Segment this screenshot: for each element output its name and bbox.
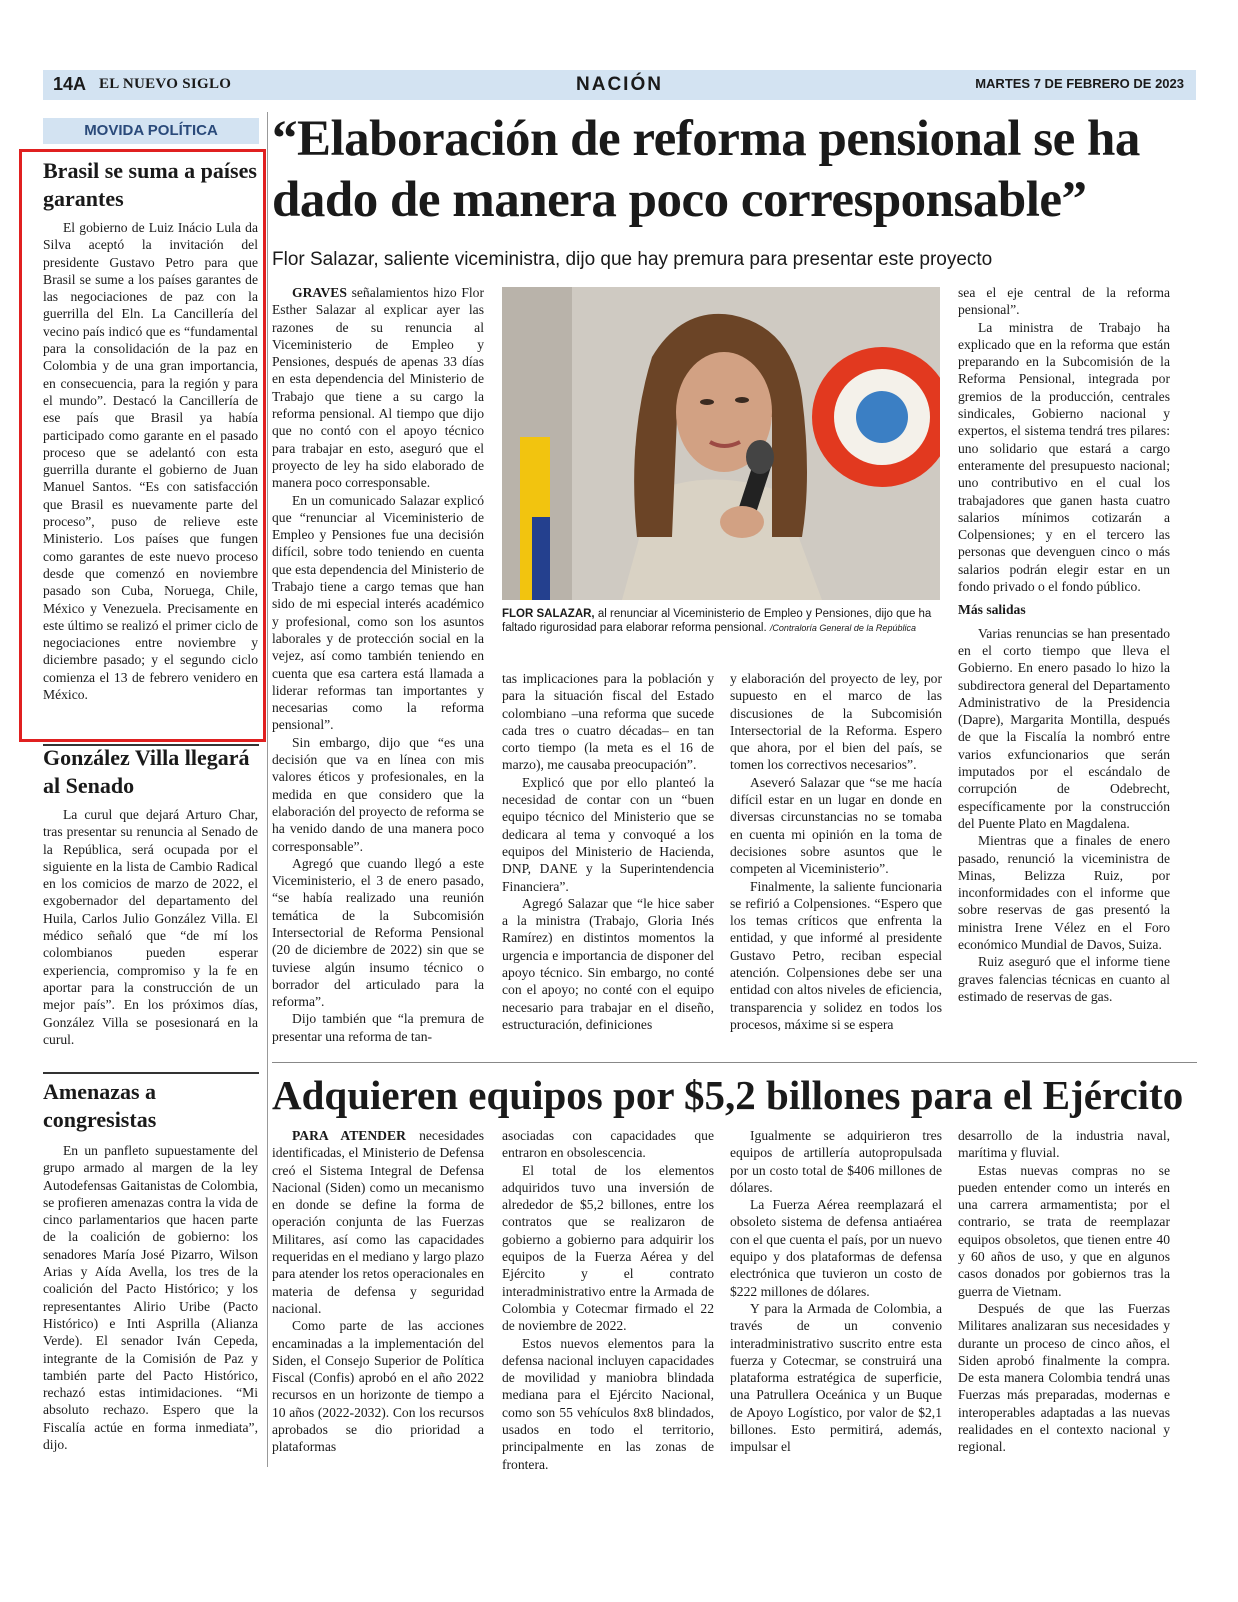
- paragraph: Explicó que por ello planteó la necesidad de contar con un “buen equipo técnico del Ministerio que se dedicara al tema y convoqué a los equipos del Ministerio de Hacienda, DNP, DANE y la Superintendencia Financiera”.: [502, 774, 714, 894]
- photo-illustration: [502, 287, 940, 600]
- paragraph: Estas nuevas compras no se pueden entender como un interés en una carrera armamentista; por el contrario, se trata de reemplazar equipos obsoletos, que tienen entre 40 y 60 años de uso, y que en algunos casos donados por gobiernos tras la guerra de Vietnam.: [958, 1162, 1170, 1299]
- main-column-1: [272, 284, 484, 1045]
- subheading: Más salidas: [958, 602, 1026, 618]
- paragraph: GRAVES señalamientos hizo Flor Esther Salazar al explicar ayer las razones de su renuncia al Viceministerio de Empleo y Pensiones, después de apenas 33 días en esta dependencia del Ministerio de Trabajo que tiene a su cargo la reforma pensional. Al tiempo que dijo que no contó con el apoyo técnico para trabajar en esto, aseguró que el proyecto de ley ha sido elaborado de manera poco corresponsable.: [272, 285, 484, 491]
- paragraph: tas implicaciones para la población y para la situación fiscal del Estado colombiano –una reforma que sucede cada tres o cuatro décadas– en tan corto tiempo (la meta es el 16 de marzo), me causaba preocupación”.: [502, 671, 714, 773]
- paragraph: Varias renuncias se han presentado en el corto tiempo que lleva el Gobierno. En enero pasado lo hizo la subdirectora general del Departamento Administrativo de la Presidencia (Dapre), Margarita Montilla, después de que la Fiscalía la nombró entre varios exfuncionarios que serán imputados por el escándalo de corrupción de Odebrecht, específicamente por la construcción del Puente Plato en Magdalena.: [958, 625, 1170, 831]
- main-column-2: [502, 670, 714, 1033]
- paragraph: Igualmente se adquirieron tres equipos de artillería autopropulsada por un costo total de $406 millones de dólares.: [730, 1128, 942, 1195]
- paragraph: La Fuerza Aérea reemplazará el obsoleto sistema de defensa antiaérea con el que cuenta el país, por un nuevo equipo y dos plataformas de defensa electrónica que tuvieron un costo de $222 millones de dólares.: [730, 1197, 942, 1299]
- paragraph: Ruiz aseguró que el informe tiene graves falencias técnicas en cuanto al estimado de reservas de gas.: [958, 954, 1170, 1004]
- second-headline: Adquieren equipos por $5,2 billones para el Ejército: [272, 1072, 1184, 1118]
- paragraph: Dijo también que “la premura de presentar una reforma de tan-: [272, 1011, 484, 1044]
- second-column-3: [730, 1127, 942, 1456]
- section-name: NACIÓN: [576, 74, 663, 95]
- main-column-3: [730, 670, 942, 1033]
- paragraph: La ministra de Trabajo ha explicado que en la reforma que están preparando en la Subcomisión de la Reforma Pensional, integrada por gremios de la producción, centrales sindicales, Gobierno nacional y expertos, el sistema tendrá tres pilares: uno solidario que estará a cargo enteramente del presupuesto nacional; uno contributivo en el cual los trabajadores que ganen hasta cuatro salarios mínimos cotizarán a Colpensiones; y en el tercero las personas que devenguen cinco o más salarios podrán elegir estar en un fondo privado o el fondo público.: [958, 319, 1170, 595]
- sidebar-article-body: [43, 1142, 258, 1453]
- paragraph: asociadas con capacidades que entraron en obsolescencia.: [502, 1128, 714, 1161]
- sidebar-article-body: [43, 806, 258, 1048]
- paragraph: y elaboración del proyecto de ley, por supuesto en el marco de las discusiones de la Subcomisión Intersectorial de la Reforma. Espero que ahora, por el bien del país, se tomen los correctivos necesarios”.: [730, 671, 942, 773]
- second-column-1: [272, 1127, 484, 1456]
- main-column-4: [958, 284, 1170, 1005]
- run-in-lead: PARA ATENDER: [292, 1128, 406, 1143]
- sidebar-article-body: [43, 219, 258, 703]
- newspaper-name: EL NUEVO SIGLO: [99, 76, 232, 92]
- paragraph: Y para la Armada de Colombia, a través de un convenio interadministrativo suscrito entre esta fuerza y Cotecmar, se construirá una plataforma estratégica de superficie, una Patrullera Oceánica y un Buque de Apoyo Logístico, por valor de $2,1 billones. Esto permitirá, además, impulsar el: [730, 1300, 942, 1455]
- sidebar-article-title: Brasil se suma a países garantes: [43, 158, 257, 211]
- paragraph: El gobierno de Luiz Inácio Lula da Silva aceptó la invitación del presidente Gustavo Petro para que Brasil se sume a los países garantes de las negociaciones de paz con la guerrilla del Eln. La Cancillería del vecino país indicó que es “fundamental para la consolidación de la paz en Colombia y de una gran importancia, en consecuencia, para la región y para el mundo”. Destacó la Cancillería de ese país que Brasil ya había participado como garante en el pasado proceso que se adelantó con esta guerrilla durante el gobierno de Juan Manuel Santos. “Es con satisfacción que Brasil es nuevamente parte del proceso”, puso de relieve este Ministerio. Los países que fungen como garantes de este nuevo proceso desde que comenzó en noviembre pasado son Cuba, Noruega, Chile, México y Venezuela. Precisamente en este último se realizó el primer ciclo de negociaciones entre noviembre y diciembre pasado; y el segundo ciclo comienza el 13 de febrero venidero en México.: [43, 220, 258, 703]
- paragraph: Mientras que a finales de enero pasado, renunció la viceministra de Minas, Belizza Ruiz, por inconformidades con el informe que sobre reservas de gas presentó la ministra Irene Vélez en el Foro económico Mundial de Davos, Suiza.: [958, 833, 1170, 952]
- divider: [43, 1072, 259, 1074]
- run-in-lead: GRAVES: [292, 285, 347, 300]
- page-number: 14A: [53, 74, 87, 94]
- paragraph: La curul que dejará Arturo Char, tras presentar su renuncia al Senado de la República, será ocupada por el siguiente en la lista de Cambio Radical en los comicios de marzo de 2022, el exgobernador del departamento del Huila, Carlos Julio González Villa. El médico señaló que “de mí los colombianos pueden esperar experiencia, compromiso y la fe en aportar para la construcción de un mejor país”. En los próximos días, González Villa se posesionará en la curul.: [43, 807, 258, 1047]
- paragraph: Agregó Salazar que “le hice saber a la ministra (Trabajo, Gloria Inés Ramírez) en distintos momentos la urgencia e importancia de disponer del apoyo técnico. Sin embargo, no conté con el apoyo; no conté con el equipo necesario para trabajar en el diseño, estructuración, definiciones: [502, 895, 714, 1032]
- paragraph: En un comunicado Salazar explicó que “renunciar al Viceministerio de Empleo y Pensiones fue una decisión difícil, sobre todo teniendo en cuenta que esta dependencia del Ministerio de Trabajo tiene a cargo temas que han sido de mi especial interés académico y profesional, como son los asuntos laborales y de protección social en la vejez, así como también teniendo en cuenta que esa cartera está llamada a liderar reformas tan importantes y necesarias como la reforma pensional”.: [272, 492, 484, 733]
- paragraph: Sin embargo, dijo que “es una decisión que va en línea con mis valores éticos y profesionales, en la medida en que considero que la elaboración del proyecto de reforma se ha venido dando de una manera poco corresponsable”.: [272, 734, 484, 854]
- paragraph: Después de que las Fuerzas Militares analizaran sus necesidades y durante un proceso de cinco años, el Siden aprobó finalmente la compra. De esta manera Colombia tendrá unas Fuerzas más preparadas, modernas e interoperables adaptadas a las nuevas realidades en el contexto nacional y regional.: [958, 1300, 1170, 1455]
- photo-caption: FLOR SALAZAR, al renunciar al Viceministerio de Empleo y Pensiones, dijo que ha faltado rigurosidad para elaborar reforma pensional. /Contraloría General de la República: [502, 608, 932, 634]
- paragraph: Aseveró Salazar que “se me hacía difícil estar en un lugar en donde en diversas circunstancias no se tomaba en cuenta mi opinión en la toma de decisiones sobre asuntos que le competen al Viceministerio”.: [730, 774, 942, 877]
- article-photo: [502, 287, 940, 600]
- page-header: [43, 70, 1196, 100]
- column-divider: [267, 112, 268, 1467]
- photo-credit: /Contraloría General de la República: [769, 623, 916, 633]
- paragraph: En un panfleto supuestamente del grupo armado al margen de la ley Autodefensas Gaitanistas de Colombia, se profieren amenazas contra la vida de cinco parlamentarios que hacen parte de la coalición de gobierno: los senadores María José Pizarro, Wilson Arias y Aída Avella, los tres de la coalición del Pacto Histórico; y los representantes Alirio Uribe (Pacto Histórico) e Inti Asprilla (Alianza Verde). El senador Iván Cepeda, integrante de la Comisión de Paz y también parte del Pacto Histórico, rechazó estas intimidaciones. “Mi absoluto rechazo. Espero que la Fiscalía actúe en forma inmediata”, dijo.: [43, 1143, 258, 1453]
- paragraph: sea el eje central de la reforma pensional”.: [958, 285, 1170, 318]
- main-deck: Flor Salazar, saliente viceministra, dijo que hay premura para presentar este proyecto: [272, 249, 993, 270]
- paragraph: PARA ATENDER necesidades identificadas, el Ministerio de Defensa creó el Sistema Integral de Defensa Nacional (Siden) como un mecanismo en donde se define la forma de operación conjunta de las Fuerzas Militares, así como las capacidades requeridas en el mediano y largo plazo para atender los retos operacionales en materia de defensa y seguridad nacional.: [272, 1128, 484, 1316]
- second-column-2: [502, 1127, 714, 1473]
- main-headline: “Elaboración de reforma pensional se ha dado de manera poco corresponsable”: [272, 111, 1140, 228]
- second-column-4: [958, 1127, 1170, 1456]
- paragraph: Como parte de las acciones encaminadas a la implementación del Siden, el Consejo Superior de Política Fiscal (Confis) aprobó en el año 2022 recursos en un horizonte de tiempo a 10 años (2022-2032). Con los recursos aprobados se dio prioridad a plataformas: [272, 1318, 484, 1455]
- sidebar-tag: MOVIDA POLÍTICA: [43, 118, 259, 144]
- story-divider: [272, 1062, 1197, 1063]
- paragraph: Agregó que cuando llegó a este Viceministerio, el 3 de enero pasado, “se había realizado una reunión temática de la Subcomisión Intersectorial de Reforma Pensional (20 de diciembre de 2022) sin que se tuviese algún insumo técnico o borrador del articulado para la reforma”.: [272, 855, 484, 1010]
- paragraph: Finalmente, la saliente funcionaria se refirió a Colpensiones. “Espero que los temas críticos que enfrenta la entidad, y que informé al presidente Gustavo Petro, reciban especial atención. Colpensiones debe ser una entidad con altos niveles de eficiencia, transparencia y solidez en todos los procesos, máxime si se espera: [730, 878, 942, 1032]
- sidebar-article-title: Amenazas a congresistas: [43, 1079, 157, 1132]
- paragraph: Estos nuevos elementos para la defensa nacional incluyen capacidades de movilidad y maniobra blindada mediana para el Ejército Nacional, como son 55 vehículos 8x8 blindados, usados en todo el territorio, principalmente en las zonas de frontera.: [502, 1335, 714, 1472]
- paragraph: desarrollo de la industria naval, marítima y fluvial.: [958, 1128, 1170, 1161]
- paragraph: El total de los elementos adquiridos tuvo una inversión de alrededor de $5,2 billones, entre los contratos que se realizaron de gobierno a gobierno para adquirir los equipos de la Fuerza Aérea y del Ejército y el contrato interadministrativo entre la Armada de Colombia y Cotecmar firmado el 22 de noviembre de 2022.: [502, 1162, 714, 1334]
- issue-date: MARTES 7 DE FEBRERO DE 2023: [975, 76, 1184, 91]
- sidebar-article-title: González Villa llegará al Senado: [43, 745, 250, 798]
